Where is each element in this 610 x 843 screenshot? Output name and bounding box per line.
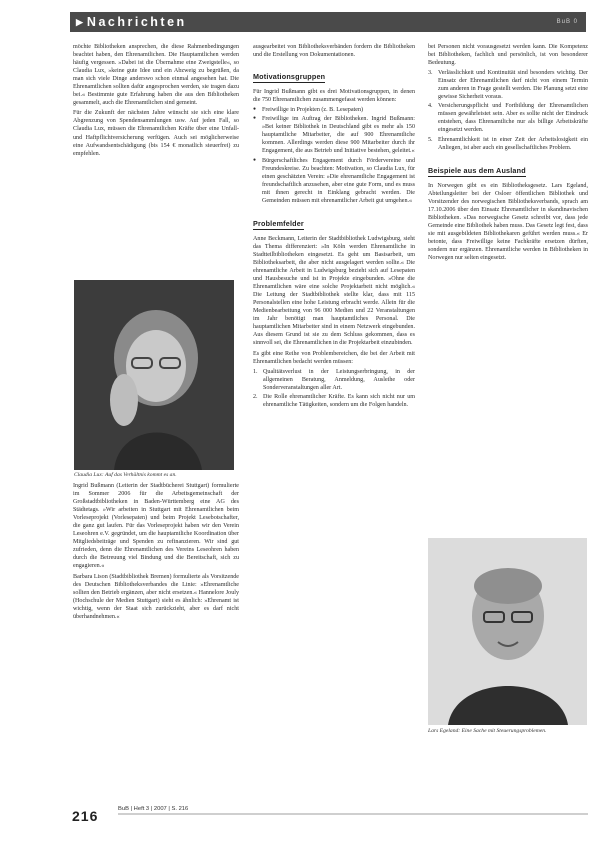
right-paragraph-1: bei Personen nicht vorausgesetzt werden kann. Die Kompetenz bei Bibliotheken, fachlich und persönlich, ist von besonderer Bedeutung.: [428, 44, 588, 67]
column-right: [428, 43, 588, 264]
column-left-lower: [73, 482, 239, 623]
list-item: 4. Versicherungspflicht und Fortbildung der Ehrenamtlichen müssen gewährleistet sein. Aber es sollte nicht der Eindruck entstehen, dass Ehrenamtliche nur als billige Arbeitskräfte eingesetzt werden.: [428, 103, 588, 134]
photo-caption-1: Claudia Lux: Auf das Verhältnis kommt es an.: [74, 472, 177, 478]
list-item: ● Freiwillige in Projekten (z. B. Lesepaten): [253, 106, 415, 114]
arrow-icon: ▶: [76, 16, 83, 27]
mid-paragraph-4: Es gibt eine Reihe von Problembereichen, die bei der Arbeit mit Ehrenamtlichen bedacht werden müssen:: [253, 350, 415, 365]
left-paragraph-1: möchte Bibliotheken ansprechen, die diese Rahmenbedingungen beachtet haben, den Ehrenamtlichen. Die Hauptamtlichen werden häufig vergessen. »Dabei ist die Übernahme eine Zweigstelle«, so Claudia Lux, »keine gute Idee und ein Abzweig zu begrüßen, da man sich viele Dinge anderswo schon einmal angesehen hat. Die Ehrenamtlichen sollten dafür angesprochen werden, sie tragen dazu bei.« Bestimmte gute Erfahrung haben die aus den Bibliotheken gesammelt, auch die Ehrenamtlichen sind gemeint.: [73, 44, 239, 107]
portrait-woman-illustration: [74, 280, 234, 470]
problem-list-continued: [428, 69, 588, 151]
list-item: 1. Qualitätsverlust in der Leistungserbringung, in der allgemeinen Beratung, Anmeldung, Ausleihe oder Sonderveranstaltungen aller Art.: [253, 368, 415, 391]
page-footer: [72, 808, 98, 824]
right-paragraph-2: In Norwegen gibt es ein Bibliotheksgesetz. Lars Egeland, Abteilungsleiter bei der Osloer öffentlichen Bibliothek und Vorsitzender des norwegischen Bibliotheksverbands, sprach am 17.10.2006 über den Einsatz Ehrenamtlicher in skandinavischen Bibliotheken. »Das norwegische Gesetz schreibt vor, dass jede Gemeinde eine Bibliothek haben muss. Das Gesetz legt fest, dass sie mit ausgebildeten Bibliothekaren geführt werden muss.« Er betonte, dass Freiwillige keine Fachkräfte ersetzen dürften, sondern nur ergänzen. Ehrenamtliche werden in Bibliotheken in Norwegen nur selten eingesetzt.: [428, 182, 588, 262]
portrait-photo-woman: [74, 280, 234, 470]
list-item: 5. Ehrenamtlichkeit ist in einer Zeit der Arbeitslosigkeit ein Anliegen, ist aber auch ein gesellschaftliches Problem.: [428, 136, 588, 151]
header-tag: BuB 0: [556, 19, 578, 25]
column-left: [73, 43, 239, 160]
problem-list: [253, 368, 415, 409]
page-number: 216: [72, 808, 99, 824]
section-header: [70, 12, 586, 32]
list-item: 3. Verlässlichkeit und Kontinuität sind besonders wichtig. Der Einsatz der Ehrenamtlichen darf nicht von einem Termin zum anderen in Frage gestellt werden. Die Planung setzt eine gewisse Sicherheit voraus.: [428, 70, 588, 101]
mid-paragraph-1: ausgearbeitet von Bibliotheksverbänden fordern die Bibliotheken und die Erstellung von Dokumentationen.: [253, 44, 415, 59]
left-paragraph-4: Barbara Lison (Stadtbibliothek Bremen) formulierte als Vorsitzende des Deutschen Bibliotheksverbandes die Linie: »Ehrenamtliche sollten den Betrieb ergänzen, aber nicht ersetzen.« Hannelore Jouly (Hochschule der Medien Stuttgart) sieht es ähnlich: »Ehrenamt ist wichtig, wenn der Staat sich zurückzieht, aber es darf nicht überhandnehmen.«: [73, 573, 239, 620]
heading-problemfelder: Problemfelder: [253, 220, 304, 230]
left-paragraph-2: Für die Zukunft der nächsten Jahre wünscht sie sich eine klare Abgrenzung von Spendensammlungen usw. Auf jeden Fall, so Claudia Lux, müssen die Ehrenamtlichen Kräfte über eine Unfall- und Haftpflichtversicherung verfügen. Auch sei möglicherweise eine Aufwandsentschädigung (bis 154 € monatlich steuerfrei) zu empfehlen.: [73, 110, 239, 157]
heading-beispiele-ausland: Beispiele aus dem Ausland: [428, 167, 526, 177]
column-middle: [253, 43, 415, 412]
mid-paragraph-3: Anne Beckmann, Leiterin der Stadtbibliothek Ludwigsburg, sieht das Thema differenziert: »In Köln werden Ehrenamtliche in Stadtteilbibliotheken eingesetzt. Es geht um Basisarbeit, um Bibliotheksarbeit, die aber nicht ausgelagert werden sollte.« Die ehrenamtliche Arbeit in Ludwigsburg bezieht sich auf Lesepaten und Hausbesuche und ist in Projekte eingebunden. »Ohne die Ehrenamtlichen wäre eine solche Projektarbeit nicht möglich.« Die Leitung der Stadtbibliothek stellte klar, dass mit 115 Personalstellen eine hohe Leistung erbracht werde. Allein für die Medienbearbeitung von 96 000 Medien und 22 Veranstaltungen im Jahr benötigt man hauptamtliches Personal. Die hauptamtlichen Mitarbeiter sind in einem Netzwerk eingebunden. Aus diesem Grund ist sie zu dem Schluss gekommen, dass es sinnvoll sei, die Ehrenamtlichen in die Projektarbeit einzubinden.: [253, 235, 415, 347]
heading-motivationsgruppen: Motivationsgruppen: [253, 73, 325, 83]
section-label: Nachrichten: [86, 15, 187, 29]
list-item: ● Freiwillige im Auftrag der Bibliotheken. Ingrid Bußmann: »Bei keiner Bibliothek in Deutschland gibt es mehr als 150 hauptamtliche Mitarbeiter, die auf 900 Ehrenamtliche kommen. Allerdings werden diese 900 Mitarbeiter durch ihr Engagement, die aus Betrieb und Initiative bestehen, geleitet.«: [253, 115, 415, 155]
list-item: 2. Die Rolle ehrenamtlicher Kräfte. Es kann sich nicht nur um ehrenamtliche Tätigkeiten, sondern um die Folgen handeln.: [253, 393, 415, 408]
journal-reference: BuB | Heft 3 | 2007 | S. 216: [118, 806, 192, 812]
left-paragraph-3: Ingrid Bußmann (Leiterin der Stadtbücherei Stuttgart) formulierte im Sommer 2006 für die Arbeitsgemeinschaft der Großstadtbibliotheken in Baden-Württemberg eine AG des Städtetags. »Wir arbeiten in Stuttgart mit Ehrenamtlichen beim Vorleseprojekt (Vorlesepaten) und beim Projekt Lesebotschafter, die ganz gut laufen. Für das Vorleseprojekt haben wir den Verein Leseohren e.V. gegründet, um die hauptamtliche Koordination über Mitgliedsbeiträge und Spenden zu refinanzieren. Wir sind gut zufrieden, denn die Ehrenamtlichen des Vereins Leseohren haben durch die Betreuung viel Bindung und die Bereitschaft, sich zu engagieren.«: [73, 483, 239, 570]
portrait-photo-man: [428, 538, 587, 725]
mid-paragraph-2: Für Ingrid Bußmann gibt es drei Motivationsgruppen, in denen die 750 Ehrenamtlichen zusammengefasst werden können:: [253, 89, 415, 104]
section-title: [76, 15, 187, 29]
list-item: ● Bürgerschaftliches Engagement durch Fördervereine und Freundeskreise. Zu beachten: Motivation, so Claudia Lux, für einen geschätzten Verein: »Die ehrenamtliche Engagement ist freundschaftlich anzusehen, aber eine gute Form, und es muss mit ihnen gerecht in Einklang gebracht werden. Die Gemeinden müssen mit ehrenamtlicher Arbeit gut umgehen.«: [253, 157, 415, 205]
photo-caption-2: Lars Egeland: Eine Sache mit Steuerungsproblemen.: [428, 728, 547, 734]
motivation-list: [253, 106, 415, 205]
footer-rule: [118, 813, 588, 815]
portrait-man-illustration: [428, 538, 587, 725]
